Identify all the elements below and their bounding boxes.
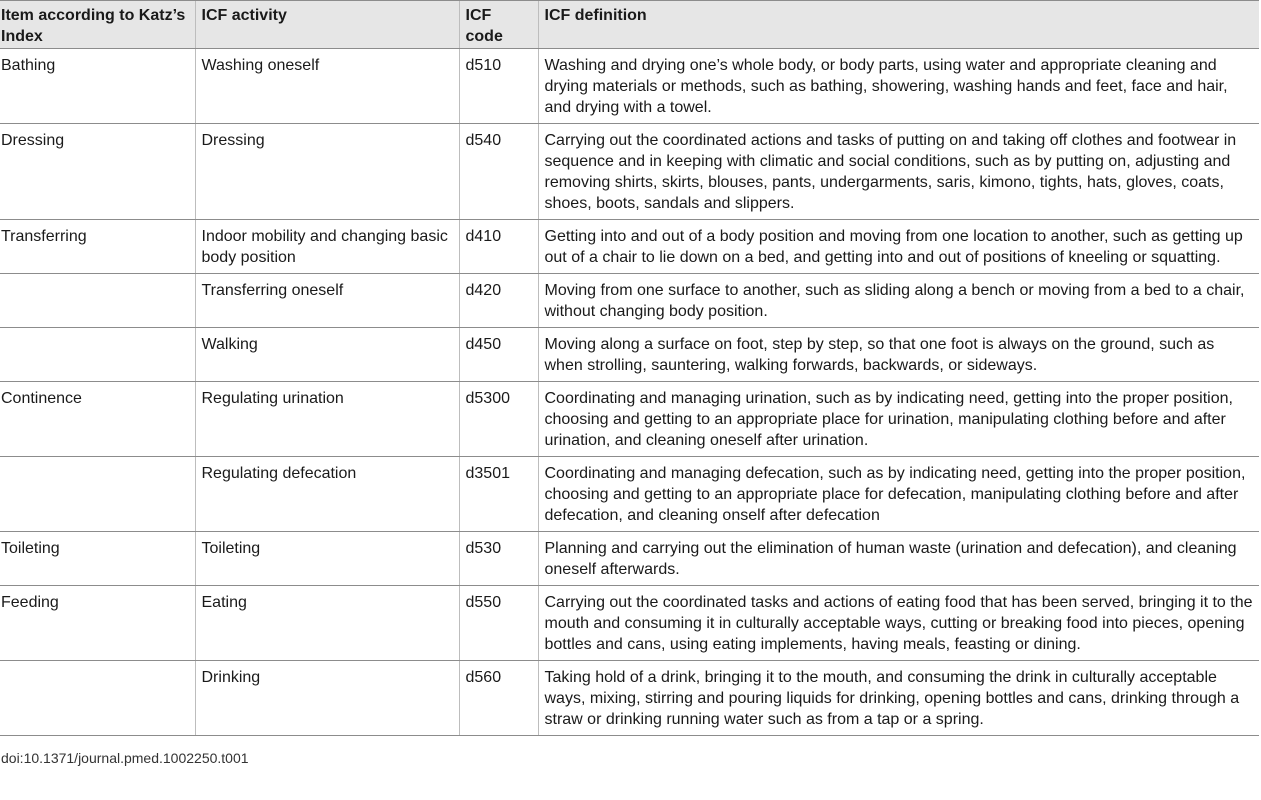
cell-definition: Planning and carrying out the elimination of human waste (urination and defecation), and cleaning oneself afterwards. bbox=[538, 532, 1259, 586]
doi-caption: doi:10.1371/journal.pmed.1002250.t001 bbox=[1, 750, 249, 766]
table-row bbox=[0, 274, 1259, 328]
cell-item: Continence bbox=[0, 382, 195, 457]
cell-definition: Moving along a surface on foot, step by step, so that one foot is always on the ground, such as when strolling, sauntering, walking forwards, backwards, or sideways. bbox=[538, 328, 1259, 382]
table-row bbox=[0, 532, 1259, 586]
cell-definition: Coordinating and managing urination, such as by indicating need, getting into the proper position, choosing and getting to an appropriate place for urination, manipulating clothing before and after urination, and cleaning oneself after urination. bbox=[538, 382, 1259, 457]
cell-code: d420 bbox=[459, 274, 538, 328]
table-row bbox=[0, 457, 1259, 532]
cell-item: Dressing bbox=[0, 124, 195, 220]
cell-definition: Coordinating and managing defecation, such as by indicating need, getting into the proper position, choosing and getting to an appropriate place for defecation, manipulating clothing before and after defecation, and cleaning onself after defecation bbox=[538, 457, 1259, 532]
header-code: ICF code bbox=[459, 1, 538, 49]
cell-code: d530 bbox=[459, 532, 538, 586]
header-definition: ICF definition bbox=[538, 1, 1259, 49]
cell-activity: Drinking bbox=[195, 661, 459, 736]
cell-code: d510 bbox=[459, 49, 538, 124]
cell-item: Bathing bbox=[0, 49, 195, 124]
cell-item bbox=[0, 274, 195, 328]
cell-item: Toileting bbox=[0, 532, 195, 586]
cell-item bbox=[0, 661, 195, 736]
cell-item bbox=[0, 328, 195, 382]
cell-activity: Regulating defecation bbox=[195, 457, 459, 532]
table-row bbox=[0, 124, 1259, 220]
cell-definition: Washing and drying one’s whole body, or body parts, using water and appropriate cleaning and drying materials or methods, such as bathing, showering, washing hands and feet, face and hair, and drying with a towel. bbox=[538, 49, 1259, 124]
table-row bbox=[0, 49, 1259, 124]
table-row bbox=[0, 328, 1259, 382]
cell-activity: Washing oneself bbox=[195, 49, 459, 124]
cell-activity: Transferring oneself bbox=[195, 274, 459, 328]
header-row bbox=[0, 1, 1259, 49]
cell-activity: Walking bbox=[195, 328, 459, 382]
cell-item: Transferring bbox=[0, 220, 195, 274]
cell-definition: Moving from one surface to another, such as sliding along a bench or moving from a bed to a chair, without changing body position. bbox=[538, 274, 1259, 328]
table-row bbox=[0, 220, 1259, 274]
cell-code: d410 bbox=[459, 220, 538, 274]
cell-code: d450 bbox=[459, 328, 538, 382]
cell-code: d560 bbox=[459, 661, 538, 736]
cell-definition: Taking hold of a drink, bringing it to the mouth, and consuming the drink in culturally acceptable ways, mixing, stirring and pouring liquids for drinking, opening bottles and cans, drinking through a straw or drinking running water such as from a tap or a spring. bbox=[538, 661, 1259, 736]
cell-code: d540 bbox=[459, 124, 538, 220]
cell-code: d5300 bbox=[459, 382, 538, 457]
cell-definition: Getting into and out of a body position and moving from one location to another, such as getting up out of a chair to lie down on a bed, and getting into and out of positions of kneeling or squatting. bbox=[538, 220, 1259, 274]
cell-activity: Regulating urination bbox=[195, 382, 459, 457]
cell-definition: Carrying out the coordinated actions and tasks of putting on and taking off clothes and footwear in sequence and in keeping with climatic and social conditions, such as by putting on, adjusting and removing shirts, skirts, blouses, pants, undergarments, saris, kimono, tights, hats, gloves, coats, shoes, boots, sandals and slippers. bbox=[538, 124, 1259, 220]
cell-activity: Toileting bbox=[195, 532, 459, 586]
cell-definition: Carrying out the coordinated tasks and actions of eating food that has been served, bringing it to the mouth and consuming it in culturally acceptable ways, cutting or breaking food into pieces, opening bottles and cans, using eating implements, having meals, feasting or dining. bbox=[538, 586, 1259, 661]
cell-item: Feeding bbox=[0, 586, 195, 661]
cell-activity: Eating bbox=[195, 586, 459, 661]
header-item: Item according to Katz’s Index bbox=[0, 1, 195, 49]
cell-activity: Indoor mobility and changing basic body position bbox=[195, 220, 459, 274]
table-row bbox=[0, 586, 1259, 661]
cell-code: d550 bbox=[459, 586, 538, 661]
table-row bbox=[0, 661, 1259, 736]
table-row bbox=[0, 382, 1259, 457]
cell-code: d3501 bbox=[459, 457, 538, 532]
cell-activity: Dressing bbox=[195, 124, 459, 220]
header-activity: ICF activity bbox=[195, 1, 459, 49]
cell-item bbox=[0, 457, 195, 532]
